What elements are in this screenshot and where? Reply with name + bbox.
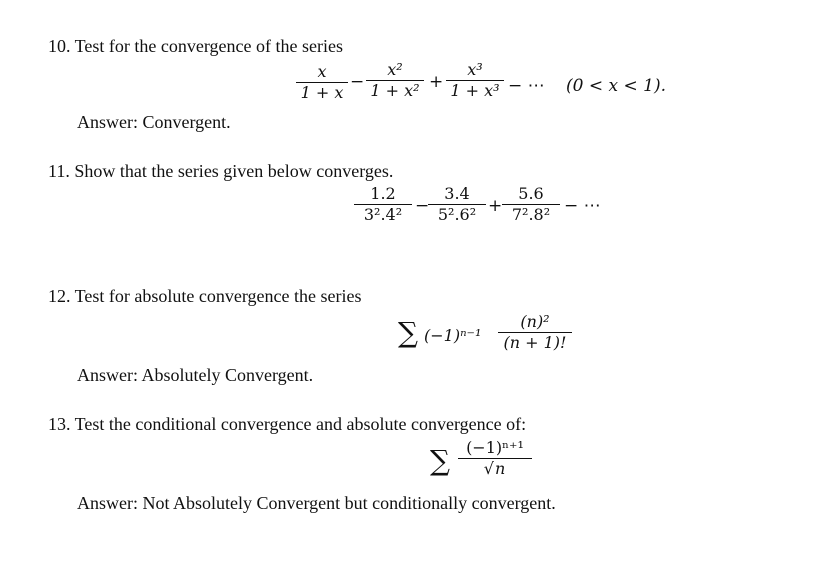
alternating-factor: (−1)ⁿ⁻¹ [424, 326, 482, 345]
radicand: n [494, 459, 506, 478]
term-3-numerator: 5.6 [518, 184, 544, 203]
problem-11-term-3 [502, 184, 560, 225]
problem-10-sign-3: − ⋯ [508, 76, 545, 96]
problem-10-answer: Answer: Convergent. [77, 112, 231, 132]
problem-11-term-2 [428, 184, 486, 225]
problem-10-term-3 [446, 60, 504, 101]
fraction-denominator: (n + 1)! [503, 333, 567, 352]
problem-11-sign-2: + [488, 196, 503, 216]
problem-10-question: 10. Test for the convergence of the series [48, 36, 343, 56]
problem-13-fraction [458, 438, 532, 479]
problem-13-answer: Answer: Not Absolutely Convergent but conditionally convergent. [77, 493, 556, 513]
radical-sign: √ [483, 459, 494, 478]
problem-12-question: 12. Test for absolute convergence the series [48, 286, 362, 306]
problem-12-fraction [498, 312, 572, 353]
problem-10-condition: (0 < x < 1). [566, 76, 666, 96]
term-3-denominator: 7².8² [511, 205, 551, 224]
problem-13-question: 13. Test the conditional convergence and absolute convergence of: [48, 414, 527, 434]
fraction-denominator [458, 459, 532, 479]
problem-12-answer: Answer: Absolutely Convergent. [77, 365, 314, 385]
term-1-numerator: 1.2 [370, 184, 396, 203]
problem-10-term-1 [296, 62, 348, 103]
problem-10-term-2 [366, 60, 424, 101]
fraction-numerator: (n)² [520, 312, 550, 331]
term-1-denominator: 1 + x [300, 83, 344, 102]
problem-11-sign-3: − ⋯ [564, 196, 601, 216]
problem-11-question: 11. Show that the series given below converges. [48, 161, 394, 181]
problem-10-sign-2: + [429, 72, 444, 92]
term-2-numerator: 3.4 [444, 184, 470, 203]
problem-10-sign-1: − [350, 72, 365, 92]
term-1-denominator: 3².4² [363, 205, 403, 224]
term-1-numerator: x [317, 62, 327, 81]
fraction-numerator: (−1)ⁿ⁺¹ [466, 438, 524, 457]
summation-sign: ∑ [430, 444, 450, 477]
problem-11-term-1 [354, 184, 412, 225]
term-2-numerator: x² [387, 60, 403, 79]
term-3-numerator: x³ [467, 60, 483, 79]
term-2-denominator: 1 + x² [370, 81, 420, 100]
term-3-denominator: 1 + x³ [450, 81, 500, 100]
problem-11-sign-1: − [415, 196, 430, 216]
summation-sign: ∑ [398, 316, 418, 349]
term-2-denominator: 5².6² [437, 205, 477, 224]
